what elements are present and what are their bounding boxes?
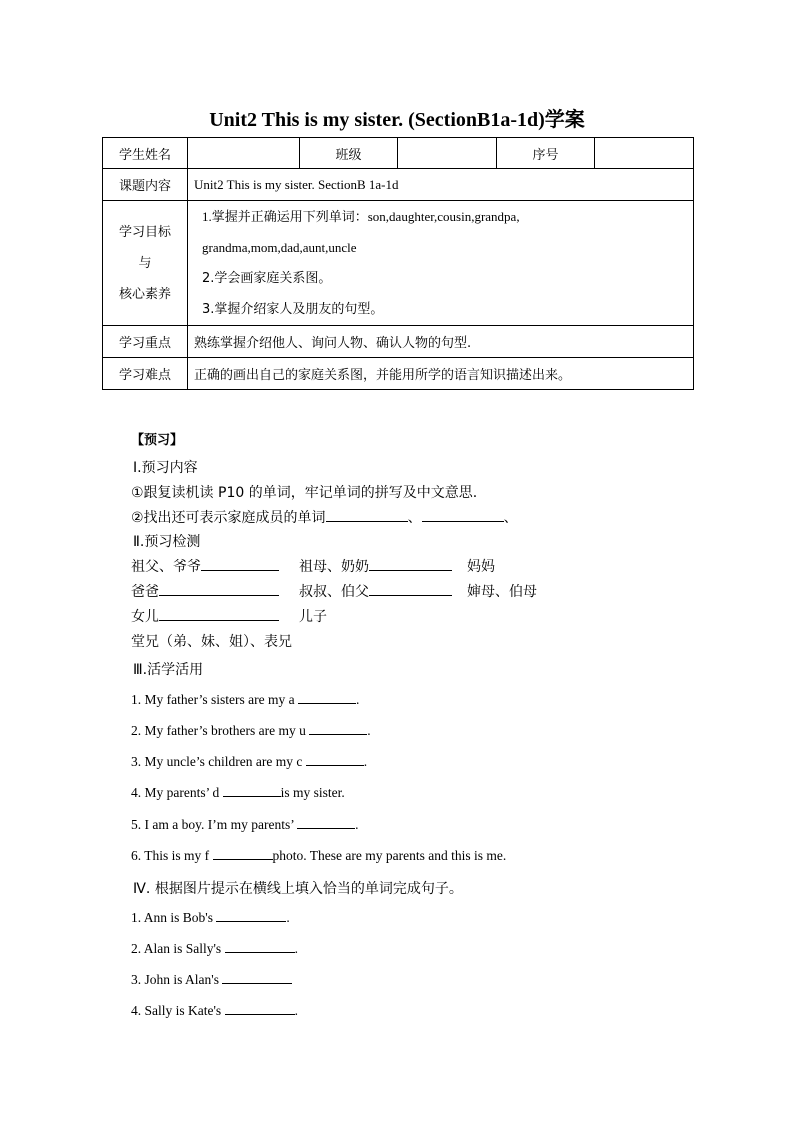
- check-mom: [467, 556, 495, 576]
- exercise-3-item-5: [131, 817, 358, 833]
- exercise-3-item-6: [131, 848, 506, 864]
- ex4-2-blank[interactable]: [225, 951, 295, 953]
- class-label: 班级: [300, 138, 398, 169]
- ex4-3-text: 3. John is Alan's: [131, 972, 223, 987]
- goal-1a: 1.掌握并正确运用下列单词：son,daughter,cousin,grandpa,: [202, 209, 520, 224]
- preview-item-1: ①跟复读机读 P10 的单词，牢记单词的拼写及中文意思.: [131, 485, 478, 501]
- ex3-4-blank[interactable]: [223, 795, 281, 797]
- class-field[interactable]: [398, 138, 497, 169]
- ex3-4-text: 4. My parents’ d: [131, 785, 223, 800]
- word-blank-2[interactable]: [422, 520, 504, 522]
- seat-number-field[interactable]: [595, 138, 694, 169]
- key-points-value: 熟练掌握介绍他人、询问人物、确认人物的句型.: [188, 326, 694, 358]
- ex4-4-blank[interactable]: [225, 1013, 295, 1015]
- ex3-4-post: is my sister.: [280, 785, 345, 800]
- dad-label: 爸爸: [131, 584, 159, 600]
- check-son: [299, 606, 327, 626]
- grandpa-label: 祖父、爷爷: [131, 559, 201, 575]
- uncle-label: 叔叔、伯父: [299, 584, 369, 600]
- aunt-label: 婶母、伯母: [467, 584, 537, 600]
- ex3-2-post: .: [367, 723, 371, 738]
- goal-2: 2.学会画家庭关系图。: [202, 271, 332, 286]
- check-grandma: [299, 556, 452, 576]
- goal-1b: grandma,mom,dad,aunt,uncle: [202, 240, 357, 255]
- ex3-5-blank[interactable]: [297, 827, 355, 829]
- uncle-blank[interactable]: [369, 594, 452, 596]
- section-1-heading: Ⅰ.预习内容: [133, 460, 198, 476]
- exercise-3-item-3: [131, 754, 367, 770]
- ex4-1-text: 1. Ann is Bob's: [131, 910, 217, 925]
- key-points-label: 学习重点: [103, 326, 188, 358]
- check-uncle: [299, 581, 452, 601]
- grandma-label: 祖母、奶奶: [299, 559, 369, 575]
- check-grandpa: [131, 556, 279, 576]
- ex3-1-text: 1. My father’s sisters are my a: [131, 692, 298, 707]
- section-4-heading: Ⅳ. 根据图片提示在横线上填入恰当的单词完成句子。: [133, 881, 463, 897]
- ex4-1-post: .: [286, 910, 290, 925]
- ex3-5-post: .: [355, 817, 359, 832]
- preview-item-2-text: ②找出还可表示家庭成员的单词: [131, 510, 326, 526]
- check-dad: [131, 581, 279, 601]
- ex3-2-text: 2. My father’s brothers are my u: [131, 723, 310, 738]
- ex3-6-text: 6. This is my f: [131, 848, 213, 863]
- ex4-4-text: 4. Sally is Kate's: [131, 1003, 225, 1018]
- ex3-2-blank[interactable]: [309, 733, 367, 735]
- check-daughter: [131, 606, 279, 626]
- student-name-label: 学生姓名: [103, 138, 188, 169]
- exercise-4-item-4: [131, 1003, 298, 1019]
- daughter-label: 女儿: [131, 609, 159, 625]
- ex4-1-blank[interactable]: [216, 920, 286, 922]
- exercise-4-item-1: [131, 910, 290, 926]
- section-3-heading: Ⅲ.活学活用: [133, 662, 204, 678]
- ex3-5-text: 5. I am a boy. I’m my parents’: [131, 817, 298, 832]
- page-title: Unit2 This is my sister. (SectionB1a-1d)学案: [209, 109, 585, 131]
- word-blank-1[interactable]: [326, 520, 408, 522]
- exercise-3-item-1: [131, 692, 359, 708]
- goals-label-line3: 核心素养: [118, 286, 171, 302]
- cousin-label: 堂兄（弟、妹、姐）、表兄: [131, 634, 292, 650]
- dad-blank[interactable]: [159, 594, 279, 596]
- difficulties-value: 正确的画出自己的家庭关系图，并能用所学的语言知识描述出来。: [188, 358, 694, 390]
- exercise-4-item-3: [131, 972, 292, 988]
- ex3-3-text: 3. My uncle’s children are my c: [131, 754, 306, 769]
- exercise-3-item-4: [131, 785, 345, 801]
- exercise-4-item-2: [131, 941, 298, 957]
- separator-2: 、: [503, 510, 518, 526]
- info-table: [102, 137, 694, 390]
- exercise-3-item-2: [131, 723, 371, 739]
- grandpa-blank[interactable]: [201, 569, 279, 571]
- ex4-3-blank[interactable]: [222, 982, 292, 984]
- topic-label: 课题内容: [103, 169, 188, 201]
- separator-1: 、: [407, 510, 422, 526]
- ex3-6-post: photo. These are my parents and this is me.: [272, 848, 507, 863]
- ex4-4-post: .: [294, 1003, 298, 1018]
- goals-label-line2: 与: [138, 255, 152, 271]
- preview-heading: 【预习】: [131, 433, 184, 448]
- check-cousin: [131, 631, 292, 651]
- ex3-3-blank[interactable]: [306, 764, 364, 766]
- difficulties-label: 学习难点: [103, 358, 188, 390]
- goals-content: [188, 201, 694, 326]
- son-label: 儿子: [299, 609, 327, 625]
- mom-label: 妈妈: [467, 559, 495, 575]
- topic-value: Unit2 This is my sister. SectionB 1a-1d: [188, 169, 694, 201]
- check-aunt: [467, 581, 537, 601]
- goals-label: [103, 201, 188, 326]
- ex3-1-post: .: [355, 692, 360, 707]
- ex3-1-blank[interactable]: [298, 702, 356, 704]
- student-name-field[interactable]: [188, 138, 300, 169]
- goals-label-line1: 学习目标: [118, 224, 171, 240]
- goal-3: 3.掌握介绍家人及朋友的句型。: [202, 302, 384, 317]
- ex4-2-text: 2. Alan is Sally's: [131, 941, 225, 956]
- ex3-6-blank[interactable]: [213, 858, 273, 860]
- ex3-3-post: .: [363, 754, 368, 769]
- ex4-2-post: .: [294, 941, 298, 956]
- seat-number-label: 序号: [497, 138, 595, 169]
- preview-item-2: [131, 507, 518, 527]
- daughter-blank[interactable]: [159, 619, 279, 621]
- section-2-heading: Ⅱ.预习检测: [133, 534, 201, 550]
- grandma-blank[interactable]: [369, 569, 452, 571]
